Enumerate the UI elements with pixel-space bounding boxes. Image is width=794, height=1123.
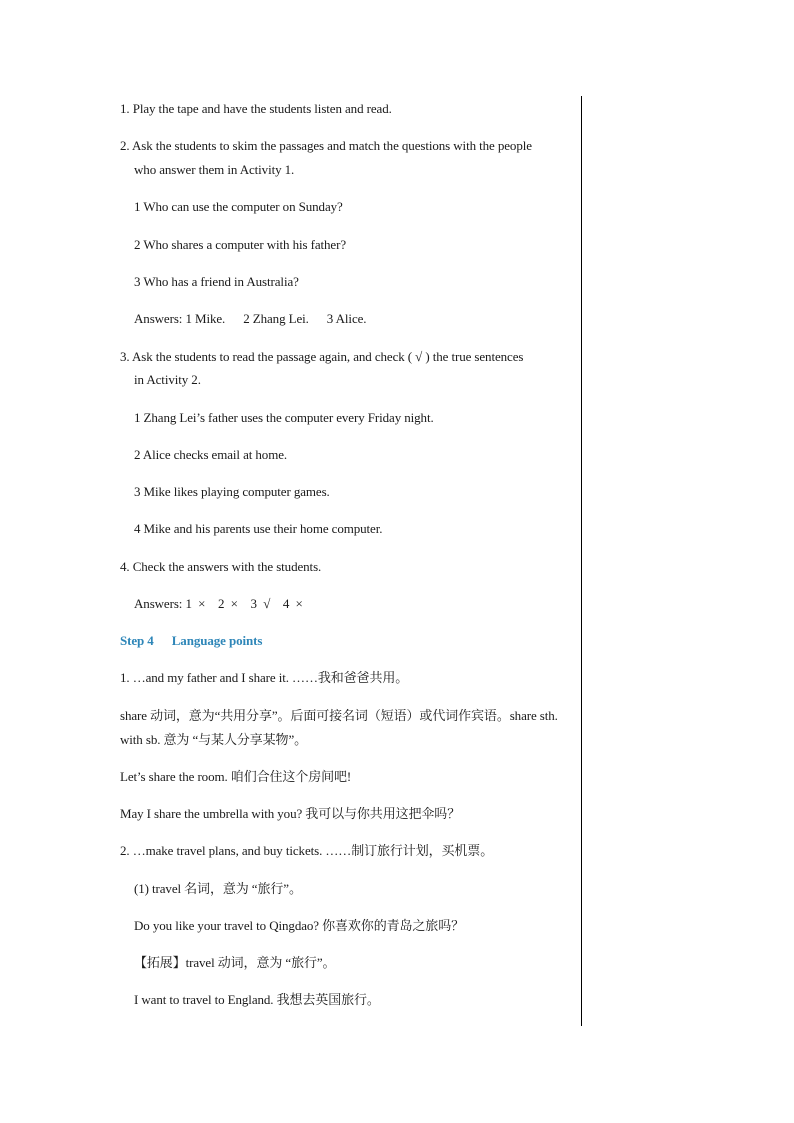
step-title: Language points <box>171 633 263 648</box>
sentence-1: 1 Zhang Lei’s father uses the computer every Friday night. <box>134 410 434 425</box>
point-1: 1. …and my father and I share it. ……我和爸爸共用。 <box>120 670 409 685</box>
question-3: 3 Who has a friend in Australia? <box>134 274 299 289</box>
share-explanation: share 动词，意为“共用分享”。后面可接名词（短语）或代词作宾语。share sth. <box>120 708 558 723</box>
share-explanation-cont: with sb. 意为 “与某人分享某物”。 <box>120 732 308 747</box>
question-2: 2 Who shares a computer with his father? <box>134 237 346 252</box>
share-example-1: Let’s share the room. 咱们合住这个房间吧! <box>120 769 352 784</box>
table-border-right <box>581 96 582 1026</box>
share-example-2: May I share the umbrella with you? 我可以与你共用这把伞吗？ <box>120 806 461 821</box>
travel-noun-example: Do you like your travel to Qingdao? 你喜欢你的青岛之旅吗？ <box>134 918 465 933</box>
question-1: 1 Who can use the computer on Sunday? <box>134 199 343 214</box>
procedure-step-4: 4. Check the answers with the students. <box>120 559 322 574</box>
answers-activity-2: Answers: 1 × 2 × 3 √ 4 × <box>134 596 303 611</box>
travel-noun: (1) travel 名词，意为 “旅行”。 <box>134 881 302 896</box>
procedure-step-1: 1. Play the tape and have the students listen and read. <box>120 101 392 116</box>
answer-part-3: 3 Alice. <box>326 311 367 326</box>
travel-verb: 【拓展】travel 动词，意为 “旅行”。 <box>134 955 336 970</box>
step-label: Step 4 <box>120 633 154 648</box>
procedure-step-2: 2. Ask the students to skim the passages and match the questions with the people <box>120 138 532 153</box>
sentence-2: 2 Alice checks email at home. <box>134 447 288 462</box>
answer-part-2: 2 Zhang Lei. <box>243 311 309 326</box>
travel-verb-example: I want to travel to England. 我想去英国旅行。 <box>134 992 380 1007</box>
procedure-step-2-cont: who answer them in Activity 1. <box>134 162 295 177</box>
answer-part-1: Answers: 1 Mike. <box>134 311 226 326</box>
procedure-step-3-cont: in Activity 2. <box>134 372 201 387</box>
sentence-4: 4 Mike and his parents use their home computer. <box>134 521 383 536</box>
point-2: 2. …make travel plans, and buy tickets. ……制订旅行计划，买机票。 <box>120 843 494 858</box>
sentence-3: 3 Mike likes playing computer games. <box>134 484 330 499</box>
answers-activity-1 <box>134 311 366 327</box>
procedure-step-3: 3. Ask the students to read the passage again, and check ( √ ) the true sentences <box>120 349 524 364</box>
step-heading <box>120 633 262 649</box>
